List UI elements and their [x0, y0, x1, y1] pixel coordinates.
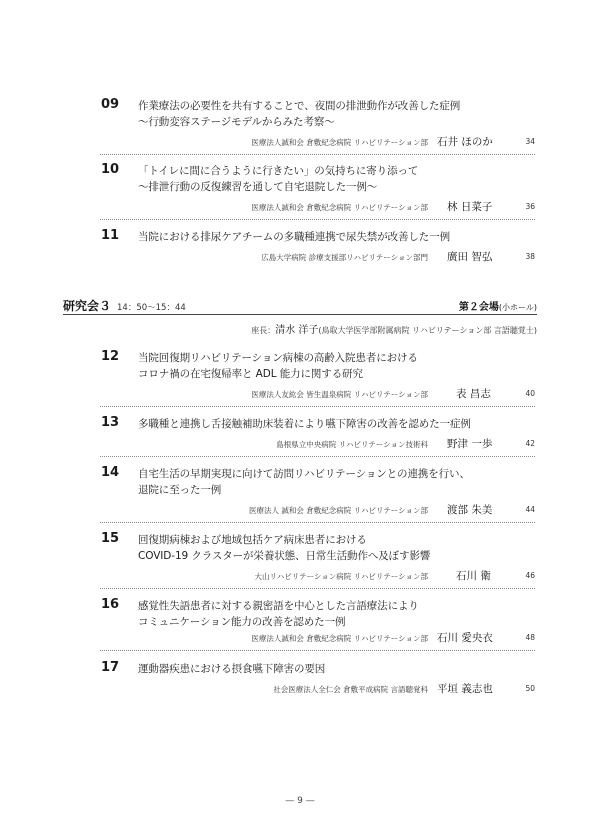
entry-title-line1: 感覚性失語患者に対する親密語を中心とした言語療法により [138, 600, 419, 612]
entry-affiliation: 大山リハビリテーション病院 リハビリテーション部 [254, 572, 428, 581]
entry-page: 48 [525, 633, 535, 642]
entry-author: 石井 ほのか [437, 136, 493, 148]
chair-name: 清水 洋子 [275, 325, 319, 336]
entry-affiliation: 社会医療法人全仁会 倉敷平成病院 言語聴覚科 [273, 685, 428, 694]
entry-page: 50 [525, 684, 535, 693]
entry-author: 石川 衛 [456, 570, 491, 582]
entry-affiliation: 医療法人 誠和会 倉敷紀念病院 リハビリテーション部 [249, 506, 428, 515]
entry-number: 09 [101, 97, 120, 112]
entry-number: 14 [101, 465, 120, 480]
entry-number: 15 [101, 531, 120, 546]
session-time: 14：50～15：44 [117, 303, 186, 313]
entry-author: 野津 一歩 [447, 438, 493, 450]
entry-number: 16 [101, 597, 120, 612]
separator [100, 154, 535, 155]
venue-name: 第２会場 [458, 302, 499, 313]
entry-affiliation: 医療法人友紘会 皆生温泉病院 リハビリテーション部 [251, 390, 428, 399]
separator [100, 650, 535, 651]
separator [100, 522, 535, 523]
entry-title-line1: 自宅生活の早期実現に向けて訪問リハビリテーションとの連携を行い、 [138, 468, 470, 480]
entry-title-line2: COVID-19 クラスターが栄養状態、日常生活動作へ及ぼす影響 [138, 550, 431, 562]
entry-affiliation: 医療法人誠和会 倉敷紀念病院 リハビリテーション部 [251, 634, 428, 643]
separator [100, 406, 535, 407]
entry-number: 13 [101, 415, 120, 430]
entry-title-line1: 運動器疾患における摂食嚥下障害の要因 [138, 663, 326, 675]
entry-title-line1: 当院における排尿ケアチームの多職種連携で尿失禁が改善した一例 [138, 231, 450, 243]
venue-sub: (小ホール) [498, 303, 537, 312]
entry-author: 廣田 智弘 [447, 251, 493, 263]
entry-title-line1: 当院回復期リハビリテーション病棟の高齢入院患者における [138, 352, 418, 364]
entry-number: 11 [101, 228, 120, 243]
entry-title-line2: ～行動変容ステージモデルからみた考察～ [138, 116, 335, 128]
entry-title-line1: 回復期病棟および地域包括ケア病床患者における [138, 534, 367, 546]
chair-line [251, 321, 537, 336]
session-venue [459, 298, 537, 313]
entry-number: 12 [101, 349, 120, 364]
entry-page: 42 [525, 439, 535, 448]
entry-page: 38 [525, 252, 535, 261]
session-title [63, 297, 186, 314]
entry-title-line2: 退院に至った一例 [138, 484, 222, 496]
entry-number: 17 [101, 660, 120, 675]
entry-title-line2: ～排泄行動の反復練習を通して自宅退院した一例～ [138, 181, 378, 193]
chair-affiliation: (鳥取大学医学部附属病院 リハビリテーション部 言語聴覚士) [318, 326, 537, 335]
entry-page: 36 [525, 202, 535, 211]
page-number: — 9 — [285, 796, 315, 806]
entry-page: 46 [525, 571, 535, 580]
separator [100, 588, 535, 589]
entry-affiliation: 島根県立中央病院 リハビリテーション技術科 [276, 440, 428, 449]
entry-author: 平垣 義志也 [437, 683, 493, 695]
entry-title-line1: 作業療法の必要性を共有することで、夜間の排泄動作が改善した症例 [138, 100, 461, 112]
entry-page: 40 [525, 389, 535, 398]
entry-page: 44 [525, 505, 535, 514]
entry-title-line2: コロナ禍の在宅復帰率と ADL 能力に関する研究 [138, 368, 363, 380]
session-name: 研究会３ [63, 299, 112, 313]
entry-affiliation: 医療法人誠和会 倉敷紀念病院 リハビリテーション部 [251, 138, 428, 147]
separator [100, 456, 535, 457]
separator [100, 219, 535, 220]
entry-affiliation: 広島大学病院 診療支援部リハビリテーション部門 [261, 253, 428, 262]
chair-label: 座長： [251, 326, 276, 335]
entry-author: 林 日菜子 [447, 201, 493, 213]
entry-author: 渡部 朱美 [447, 504, 493, 516]
entry-author: 石川 愛央衣 [437, 632, 493, 644]
entry-affiliation: 医療法人誠和会 倉敷紀念病院 リハビリテーション部 [251, 203, 428, 212]
entry-page: 34 [525, 137, 535, 146]
entry-number: 10 [101, 162, 120, 177]
entry-title-line1: 多職種と連携し舌接触補助床装着により嚥下障害の改善を認めた一症例 [138, 418, 471, 430]
session-divider [63, 314, 537, 315]
entry-author: 表 昌志 [456, 388, 491, 400]
entry-title-line2: コミュニケーション能力の改善を認めた一例 [138, 616, 346, 628]
entry-title-line1: 「トイレに間に合うように行きたい」の気持ちに寄り添って [138, 165, 419, 177]
